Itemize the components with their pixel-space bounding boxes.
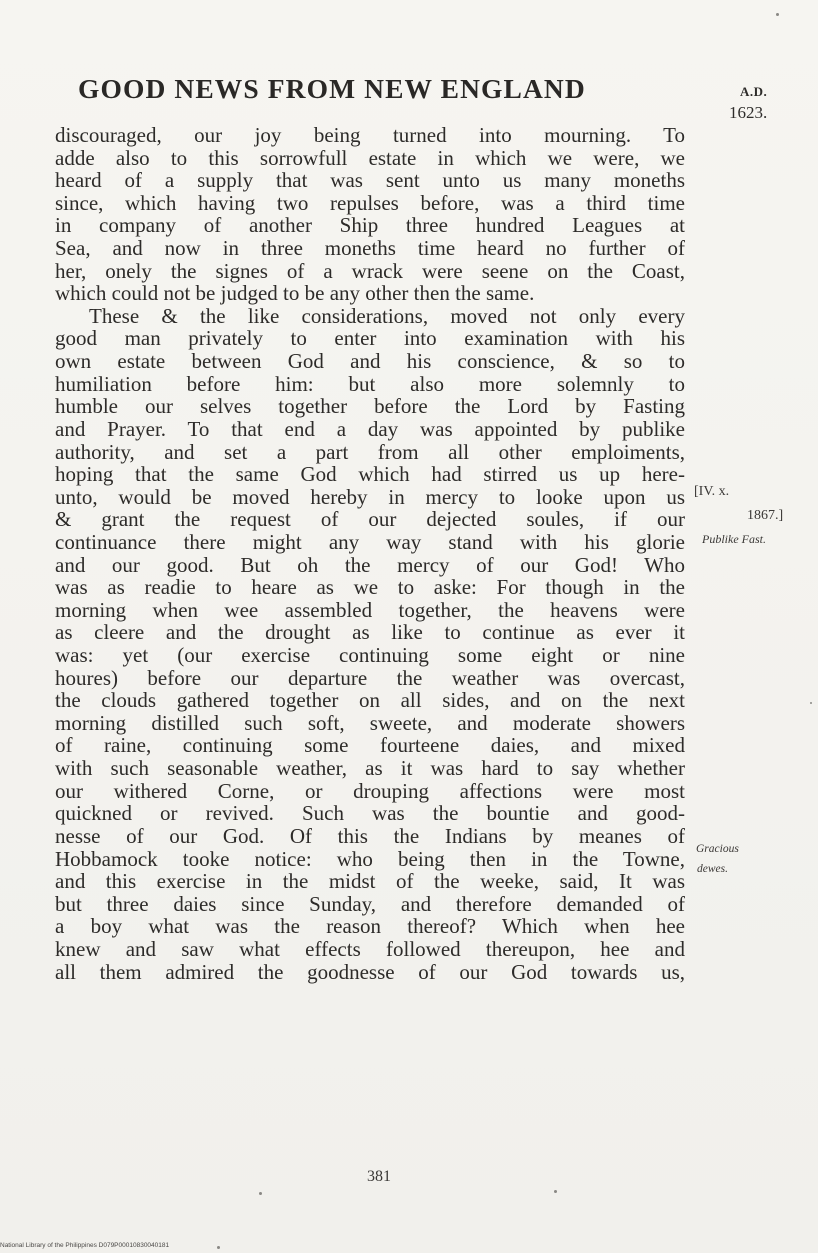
margin-note-gracious: Gracious — [696, 843, 739, 855]
margin-note-publike-fast: Publike Fast. — [702, 532, 766, 546]
text-line: was as readie to heare as we to aske: For though in the — [55, 575, 685, 600]
running-title: GOOD NEWS FROM NEW ENGLAND — [78, 73, 586, 104]
year-label: A.D. — [740, 84, 768, 99]
scan-speck — [217, 1246, 220, 1249]
text-line: knew and saw what effects followed thereupon, hee and — [55, 936, 685, 961]
text-line: was: yet (our exercise continuing some eight or nine — [55, 643, 685, 668]
text-line: morning distilled such soft, sweete, and moderate showers — [55, 710, 685, 735]
text-line: in company of another Ship three hundred Leagues at — [55, 213, 685, 238]
margin-reference: 1867.] — [747, 508, 784, 523]
text-line: These & the like considerations, moved not only every — [89, 303, 685, 328]
body-text — [55, 124, 685, 983]
text-line: with such seasonable weather, as it was hard to say whether — [55, 756, 685, 781]
text-line: & grant the request of our dejected soules, if our — [55, 507, 685, 532]
text-line: hoping that the same God which had stirred us up here- — [55, 462, 685, 487]
text-line: heard of a supply that was sent unto us many moneths — [55, 168, 685, 193]
text-line: Hobbamock tooke notice: who being then in the Towne, — [55, 846, 685, 871]
text-line: good man privately to enter into examination with his — [55, 326, 685, 351]
text-line: houres) before our departure the weather was overcast, — [55, 665, 685, 690]
text-line: morning when wee assembled together, the heavens were — [55, 597, 685, 622]
scan-speck — [776, 13, 779, 16]
text-line: a boy what was the reason thereof? Which when hee — [55, 914, 685, 939]
text-line: nesse of our God. Of this the Indians by meanes of — [55, 823, 685, 848]
text-line: continuance there might any way stand with his glorie — [55, 529, 685, 554]
text-line: her, onely the signes of a wrack were seene on the Coast, — [55, 258, 685, 283]
text-line: but three daies since Sunday, and therefore demanded of — [55, 891, 685, 916]
text-line: which could not be judged to be any other then the same. — [55, 281, 535, 306]
year-value: 1623. — [729, 103, 768, 122]
text-line: discouraged, our joy being turned into mourning. To — [55, 123, 685, 147]
text-line: our withered Corne, or drouping affections were most — [55, 778, 685, 803]
text-line: authority, and set a part from all other emploiments, — [55, 439, 685, 464]
scan-credit: National Library of the Philippines D079P00010830040181 — [0, 1242, 170, 1249]
text-line: the clouds gathered together on all sides, and on the next — [55, 688, 685, 713]
text-line: all them admired the goodnesse of our God towards us, — [55, 959, 685, 984]
text-line: humiliation before him: but also more solemnly to — [55, 371, 685, 396]
text-line: unto, would be moved hereby in mercy to looke upon us — [55, 484, 685, 509]
scan-speck — [259, 1192, 262, 1195]
text-line: Sea, and now in three moneths time heard no further of — [55, 236, 685, 261]
text-line: own estate between God and his conscience, & so to — [55, 349, 685, 374]
text-line: adde also to this sorrowfull estate in which we were, we — [55, 145, 685, 170]
margin-note-dewes: dewes. — [697, 863, 728, 875]
text-line: and Prayer. To that end a day was appointed by publike — [55, 416, 685, 441]
text-line: humble our selves together before the Lord by Fasting — [55, 394, 685, 419]
text-line: of raine, continuing some fourteene daies, and mixed — [55, 733, 685, 758]
text-line: since, which having two repulses before, was a third time — [55, 190, 685, 215]
text-line: and this exercise in the midst of the weeke, said, It was — [55, 869, 685, 894]
margin-reference: [IV. x. — [694, 484, 730, 499]
scan-speck — [810, 702, 812, 704]
text-line: quickned or revived. Such was the bountie and good- — [55, 801, 685, 826]
page-number: 381 — [367, 1168, 391, 1185]
text-line: and our good. But oh the mercy of our God! Who — [55, 552, 685, 577]
scan-speck — [554, 1190, 557, 1193]
text-line: as cleere and the drought as like to continue as ever it — [55, 620, 685, 645]
